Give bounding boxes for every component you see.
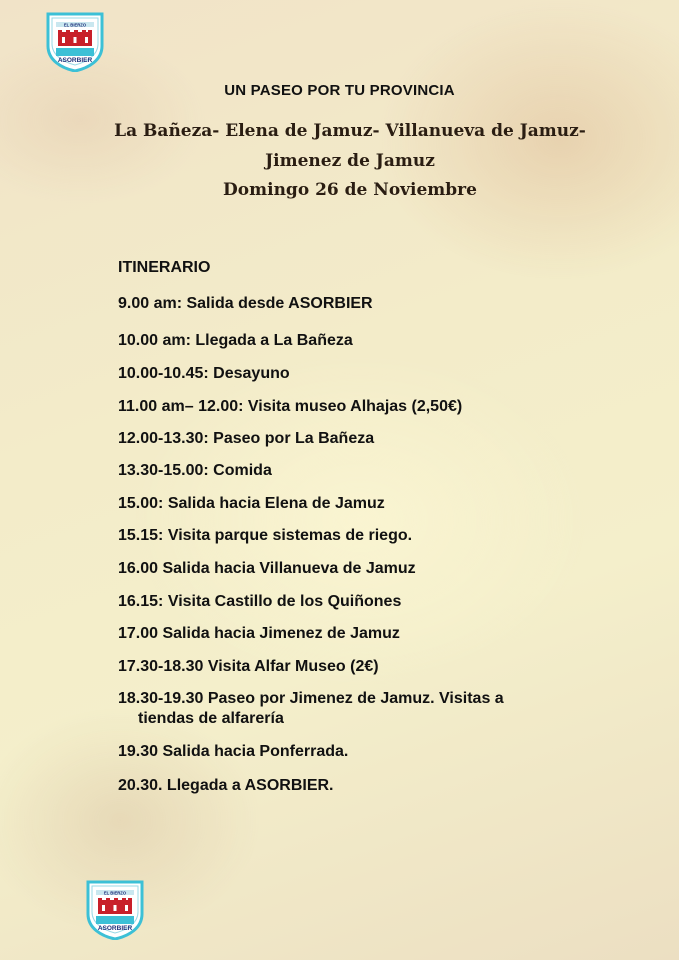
itinerary-item — [118, 429, 588, 449]
route-line-2: Jimenez de Jamuz — [265, 151, 435, 171]
itinerary-item-text: 13.30-15.00: Comida — [118, 462, 272, 479]
itinerary-item-text: 10.00 am: Llegada a La Bañeza — [118, 332, 353, 349]
itinerary-item — [118, 742, 588, 762]
itinerary-item-text: 16.15: Visita Castillo de los Quiñones — [118, 593, 402, 610]
itinerary-heading: ITINERARIO — [118, 259, 211, 276]
event-date: Domingo 26 de Noviembre — [223, 180, 477, 200]
svg-text:EL BIERZO: EL BIERZO — [103, 890, 127, 896]
svg-text:ASORBIER: ASORBIER — [97, 925, 133, 932]
itinerary-item — [118, 294, 588, 314]
itinerary-item-text: 19.30 Salida hacia Ponferrada. — [118, 743, 349, 760]
itinerary-item-text: 17.30-18.30 Visita Alfar Museo (2€) — [118, 658, 379, 675]
itinerary-item — [118, 526, 588, 546]
itinerary-item-text: 16.00 Salida hacia Villanueva de Jamuz — [118, 560, 416, 577]
asorbier-logo — [42, 10, 108, 72]
itinerary-item — [118, 624, 588, 644]
itinerary-item-text: 15.00: Salida hacia Elena de Jamuz — [118, 495, 385, 512]
itinerary-item — [118, 776, 588, 796]
asorbier-logo — [82, 878, 148, 940]
itinerary-item — [118, 559, 588, 579]
route-text — [60, 116, 640, 176]
itinerary-item-text: 20.30. Llegada a ASORBIER. — [118, 777, 334, 794]
itinerary-item — [118, 592, 588, 612]
itinerary-item — [118, 657, 588, 677]
itinerary-item-text: 17.00 Salida hacia Jimenez de Jamuz — [118, 625, 400, 642]
svg-text:EL BIERZO: EL BIERZO — [63, 22, 87, 28]
svg-text:ASORBIER: ASORBIER — [57, 57, 93, 64]
itinerary-item — [118, 331, 588, 351]
route-line-1: La Bañeza- Elena de Jamuz- Villanueva de Jamuz- — [114, 121, 586, 141]
itinerary-item-text: 15.15: Visita parque sistemas de riego. — [118, 527, 413, 544]
itinerary-item-text: 12.00-13.30: Paseo por La Bañeza — [118, 430, 375, 447]
itinerary-item — [118, 689, 588, 729]
itinerary-item — [118, 461, 588, 481]
itinerary-item — [118, 397, 588, 417]
itinerary-item — [118, 364, 588, 384]
page-title: UN PASEO POR TU PROVINCIA — [224, 82, 455, 99]
itinerary-item — [118, 494, 588, 514]
itinerary-item-text: 9.00 am: Salida desde ASORBIER — [118, 295, 373, 312]
itinerary-item-text: 18.30-19.30 Paseo por Jimenez de Jamuz. Visitas a — [118, 690, 504, 707]
itinerary-item-text: 11.00 am– 12.00: Visita museo Alhajas (2,50€) — [118, 398, 463, 415]
itinerary-item-text: 10.00-10.45: Desayuno — [118, 365, 290, 382]
itinerary-item-continuation: tiendas de alfarería — [138, 710, 284, 727]
